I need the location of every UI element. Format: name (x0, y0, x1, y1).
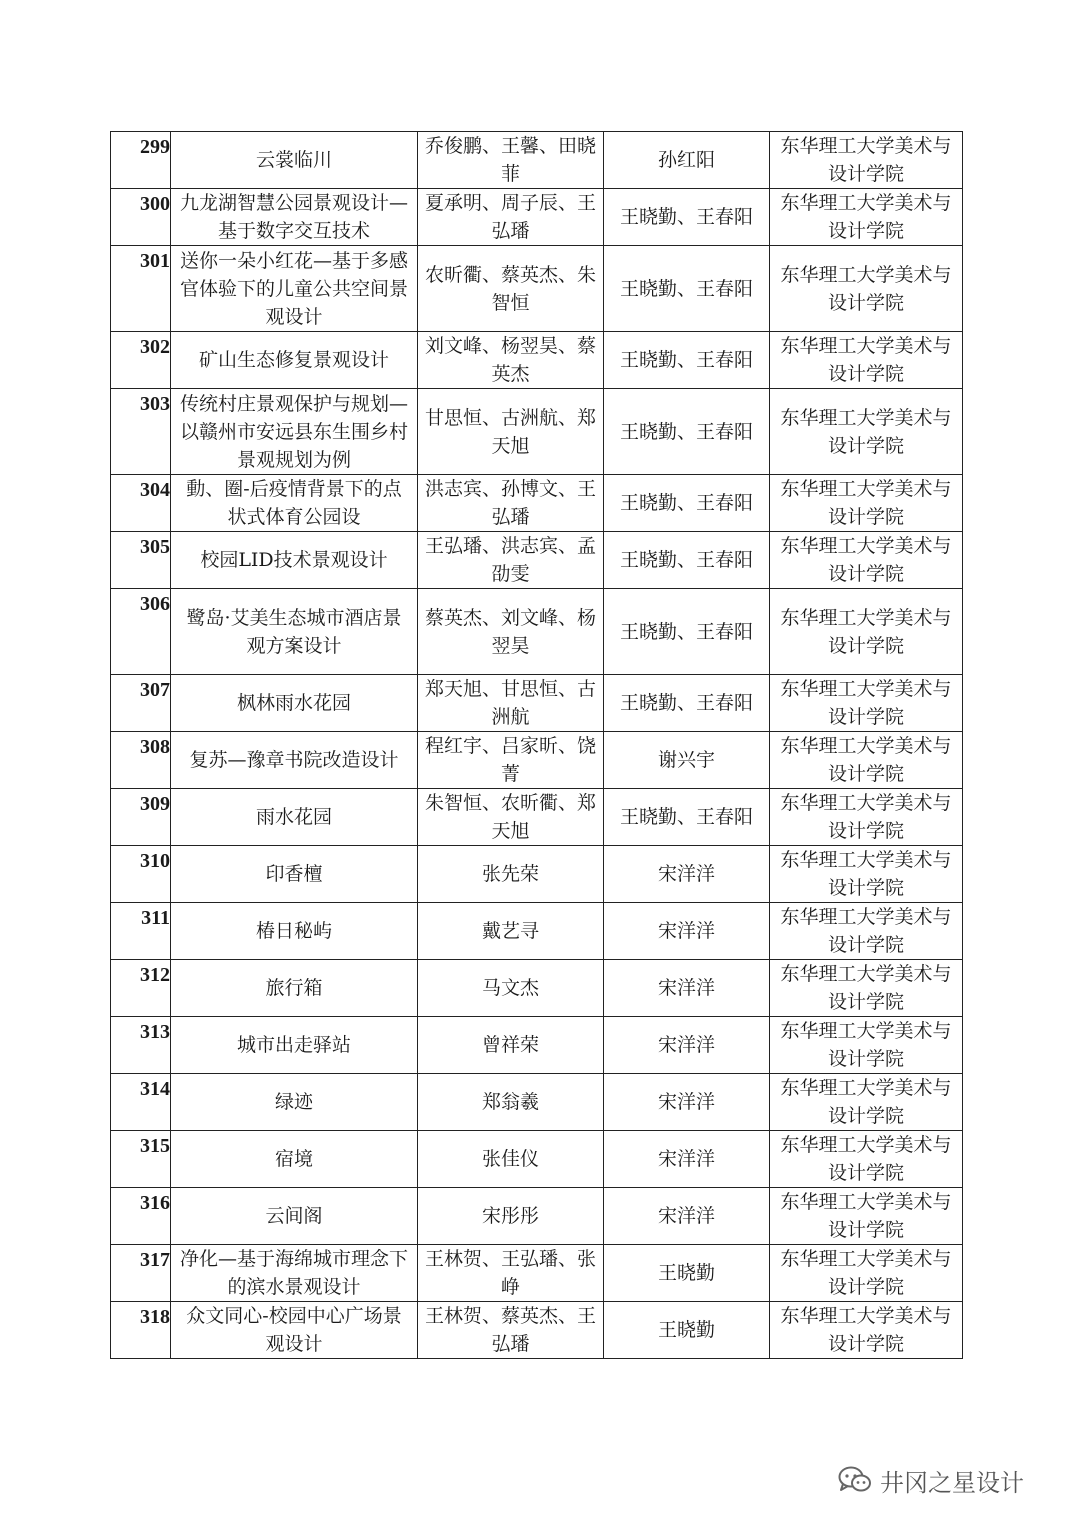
advisor-cell (604, 475, 770, 532)
project-title-cell (171, 960, 418, 1017)
advisor-cell (604, 1245, 770, 1302)
authors: 宋彤彤 (481, 1205, 539, 1227)
authors-cell (418, 589, 604, 675)
school: 东华理工大学美术与设计学院 (780, 1248, 952, 1298)
table-row (111, 589, 963, 675)
authors-cell (418, 189, 604, 246)
advisor-cell (604, 732, 770, 789)
school: 东华理工大学美术与设计学院 (780, 606, 952, 657)
advisor-cell (604, 1188, 770, 1245)
authors: 马文杰 (481, 977, 539, 999)
advisor: 宋洋洋 (657, 1205, 715, 1227)
authors: 曾祥荣 (481, 1034, 539, 1056)
table-body (111, 132, 963, 1359)
project-title-cell (171, 1131, 418, 1188)
advisor: 王晓勤、王春阳 (619, 277, 753, 300)
advisor: 宋洋洋 (657, 1091, 715, 1113)
advisor: 王晓勤 (657, 1262, 715, 1284)
authors-cell (418, 389, 604, 475)
row-number: 303 (140, 393, 170, 415)
authors-cell (418, 846, 604, 903)
authors-cell (418, 1302, 604, 1359)
project-title: 净化—基于海绵城市理念下的滨水景观设计 (179, 1248, 408, 1298)
school: 东华理工大学美术与设计学院 (780, 406, 952, 457)
table-row (111, 732, 963, 789)
authors-cell (418, 960, 604, 1017)
watermark-text: 井冈之星设计 (880, 1468, 1024, 1497)
advisor-cell (604, 332, 770, 389)
authors-cell (418, 132, 604, 189)
table-row (111, 132, 963, 189)
authors: 朱智恒、农昕衢、郑天旭 (424, 792, 596, 842)
school-cell (770, 332, 963, 389)
school: 东华理工大学美术与设计学院 (780, 849, 952, 899)
authors: 王林贺、王弘璠、张峥 (424, 1248, 596, 1298)
authors-cell (418, 675, 604, 732)
table-row (111, 475, 963, 532)
project-title-cell (171, 532, 418, 589)
advisor: 宋洋洋 (657, 977, 715, 999)
authors: 郑天旭、甘思恒、古洲航 (424, 678, 596, 728)
authors-cell (418, 532, 604, 589)
school: 东华理工大学美术与设计学院 (780, 1077, 952, 1127)
authors-cell (418, 789, 604, 846)
authors: 洪志宾、孙博文、王弘璠 (424, 478, 596, 528)
row-number: 317 (140, 1249, 170, 1271)
project-title-cell (171, 132, 418, 189)
project-title-cell (171, 189, 418, 246)
awards-table (110, 131, 963, 1359)
project-title-cell (171, 589, 418, 675)
advisor-cell (604, 789, 770, 846)
row-number-cell (111, 389, 171, 475)
row-number-cell (111, 532, 171, 589)
row-number: 306 (140, 593, 170, 615)
authors-cell (418, 332, 604, 389)
table-row (111, 846, 963, 903)
school: 东华理工大学美术与设计学院 (780, 1305, 952, 1355)
advisor-cell (604, 1017, 770, 1074)
school-cell (770, 475, 963, 532)
project-title-cell (171, 732, 418, 789)
authors-cell (418, 1131, 604, 1188)
authors-cell (418, 246, 604, 332)
project-title: 鹭岛·艾美生态城市酒店景观方案设计 (186, 606, 402, 657)
table-row (111, 789, 963, 846)
school-cell (770, 246, 963, 332)
project-title: 城市出走驿站 (236, 1034, 351, 1056)
school-cell (770, 1245, 963, 1302)
row-number: 311 (141, 907, 170, 929)
advisor-cell (604, 389, 770, 475)
advisor: 王晓勤、王春阳 (619, 420, 753, 443)
table-row (111, 1302, 963, 1359)
authors: 郑翁羲 (481, 1091, 539, 1113)
project-title-cell (171, 246, 418, 332)
project-title: 绿迹 (274, 1091, 313, 1113)
row-number-cell (111, 732, 171, 789)
project-title-cell (171, 332, 418, 389)
row-number-cell (111, 903, 171, 960)
school-cell (770, 1302, 963, 1359)
table-row (111, 1245, 963, 1302)
project-title-cell (171, 903, 418, 960)
advisor: 王晓勤、王春阳 (619, 806, 753, 828)
authors-cell (418, 1017, 604, 1074)
school: 东华理工大学美术与设计学院 (780, 963, 952, 1013)
authors: 甘思恒、古洲航、郑天旭 (424, 406, 596, 457)
authors-cell (418, 1188, 604, 1245)
authors-cell (418, 1074, 604, 1131)
school-cell (770, 960, 963, 1017)
advisor: 王晓勤、王春阳 (619, 692, 753, 714)
advisor: 王晓勤、王春阳 (619, 549, 753, 571)
row-number: 300 (140, 193, 170, 215)
row-number: 302 (140, 336, 170, 358)
project-title: 矿山生态修复景观设计 (198, 349, 389, 371)
project-title-cell (171, 1188, 418, 1245)
project-title: 复苏—豫章书院改造设计 (189, 749, 399, 771)
table-row (111, 1074, 963, 1131)
project-title-cell (171, 675, 418, 732)
project-title-cell (171, 846, 418, 903)
school-cell (770, 1017, 963, 1074)
advisor: 宋洋洋 (657, 863, 715, 885)
table-row (111, 389, 963, 475)
advisor-cell (604, 1074, 770, 1131)
school: 东华理工大学美术与设计学院 (780, 192, 952, 242)
school-cell (770, 732, 963, 789)
advisor: 王晓勤、王春阳 (619, 206, 753, 228)
row-number-cell (111, 960, 171, 1017)
advisor: 宋洋洋 (657, 1148, 715, 1170)
project-title: 宿境 (274, 1148, 313, 1170)
row-number-cell (111, 1074, 171, 1131)
row-number-cell (111, 475, 171, 532)
advisor: 孙红阳 (657, 149, 715, 171)
table-row (111, 332, 963, 389)
row-number: 307 (140, 679, 170, 701)
advisor-cell (604, 1131, 770, 1188)
table-row (111, 532, 963, 589)
table-row (111, 246, 963, 332)
row-number-cell (111, 1302, 171, 1359)
school: 东华理工大学美术与设计学院 (780, 478, 952, 528)
project-title-cell (171, 1245, 418, 1302)
school: 东华理工大学美术与设计学院 (780, 735, 952, 785)
authors: 蔡英杰、刘文峰、杨翌昊 (424, 606, 596, 657)
row-number: 308 (140, 736, 170, 758)
authors: 程红宇、吕家昕、饶菁 (424, 735, 596, 785)
school: 东华理工大学美术与设计学院 (780, 678, 952, 728)
advisor: 谢兴宇 (657, 749, 715, 771)
project-title: 九龙湖智慧公园景观设计—基于数字交互技术 (179, 192, 408, 242)
row-number-cell (111, 589, 171, 675)
row-number-cell (111, 332, 171, 389)
project-title-cell (171, 789, 418, 846)
table-row (111, 1131, 963, 1188)
advisor-cell (604, 675, 770, 732)
authors-cell (418, 1245, 604, 1302)
row-number-cell (111, 189, 171, 246)
authors: 刘文峰、杨翌昊、蔡英杰 (424, 335, 596, 385)
project-title-cell (171, 1302, 418, 1359)
table-row (111, 903, 963, 960)
authors-cell (418, 732, 604, 789)
project-title-cell (171, 1017, 418, 1074)
row-number: 301 (140, 250, 170, 272)
school: 东华理工大学美术与设计学院 (780, 263, 952, 314)
project-title: 印香檀 (265, 863, 323, 885)
authors-cell (418, 475, 604, 532)
advisor: 王晓勤、王春阳 (619, 620, 753, 643)
advisor-cell (604, 960, 770, 1017)
row-number: 313 (140, 1021, 170, 1043)
project-title: 動、圈-后疫情背景下的点状式体育公园设 (186, 478, 402, 528)
advisor-cell (604, 1302, 770, 1359)
school: 东华理工大学美术与设计学院 (780, 792, 952, 842)
row-number: 316 (140, 1192, 170, 1214)
project-title: 众文同心-校园中心广场景观设计 (186, 1305, 402, 1355)
row-number: 318 (140, 1306, 170, 1328)
project-title-cell (171, 389, 418, 475)
row-number-cell (111, 1017, 171, 1074)
school-cell (770, 789, 963, 846)
authors: 戴艺寻 (481, 920, 539, 942)
school: 东华理工大学美术与设计学院 (780, 135, 952, 185)
school-cell (770, 1074, 963, 1131)
advisor-cell (604, 246, 770, 332)
project-title: 校园LID技术景观设计 (200, 549, 388, 571)
school-cell (770, 589, 963, 675)
school-cell (770, 846, 963, 903)
table-row (111, 1188, 963, 1245)
authors: 乔俊鹏、王馨、田晓菲 (424, 135, 596, 185)
school-cell (770, 389, 963, 475)
school: 东华理工大学美术与设计学院 (780, 1191, 952, 1241)
advisor-cell (604, 846, 770, 903)
row-number-cell (111, 1245, 171, 1302)
project-title-cell (171, 1074, 418, 1131)
row-number: 309 (140, 793, 170, 815)
project-title: 椿日秘屿 (255, 920, 332, 942)
school-cell (770, 903, 963, 960)
school: 东华理工大学美术与设计学院 (780, 335, 952, 385)
advisor-cell (604, 532, 770, 589)
table-row (111, 675, 963, 732)
project-title: 送你一朵小红花—基于多感官体验下的儿童公共空间景观设计 (179, 249, 408, 328)
row-number: 314 (140, 1078, 170, 1100)
row-number-cell (111, 789, 171, 846)
school: 东华理工大学美术与设计学院 (780, 906, 952, 956)
project-title: 云间阁 (265, 1205, 323, 1227)
table-row (111, 1017, 963, 1074)
authors: 农昕衢、蔡英杰、朱智恒 (424, 263, 596, 314)
advisor: 王晓勤 (657, 1319, 715, 1341)
row-number-cell (111, 246, 171, 332)
row-number: 310 (140, 850, 170, 872)
authors: 王弘璠、洪志宾、孟劭雯 (424, 535, 596, 585)
advisor: 宋洋洋 (657, 920, 715, 942)
row-number: 312 (140, 964, 170, 986)
row-number: 305 (140, 536, 170, 558)
authors: 张佳仪 (481, 1148, 539, 1170)
school-cell (770, 189, 963, 246)
advisor-cell (604, 589, 770, 675)
project-title: 传统村庄景观保护与规划—以赣州市安远县东生围乡村景观规划为例 (179, 392, 408, 471)
row-number-cell (111, 132, 171, 189)
school-cell (770, 532, 963, 589)
watermark (838, 1460, 1024, 1500)
school: 东华理工大学美术与设计学院 (780, 1020, 952, 1070)
row-number: 315 (140, 1135, 170, 1157)
row-number: 304 (140, 479, 170, 501)
advisor-cell (604, 132, 770, 189)
table-row (111, 189, 963, 246)
project-title: 云裳临川 (255, 149, 332, 171)
advisor-cell (604, 903, 770, 960)
project-title: 旅行箱 (265, 977, 323, 999)
row-number-cell (111, 1188, 171, 1245)
row-number: 299 (140, 136, 170, 158)
school-cell (770, 132, 963, 189)
school-cell (770, 1188, 963, 1245)
row-number-cell (111, 675, 171, 732)
school-cell (770, 1131, 963, 1188)
advisor-cell (604, 189, 770, 246)
school: 东华理工大学美术与设计学院 (780, 535, 952, 585)
authors: 王林贺、蔡英杰、王弘璠 (424, 1305, 596, 1355)
advisor: 宋洋洋 (657, 1034, 715, 1056)
project-title-cell (171, 475, 418, 532)
table-row (111, 960, 963, 1017)
row-number-cell (111, 1131, 171, 1188)
advisor: 王晓勤、王春阳 (619, 492, 753, 514)
school: 东华理工大学美术与设计学院 (780, 1134, 952, 1184)
authors: 夏承明、周子辰、王弘璠 (424, 192, 596, 242)
school-cell (770, 675, 963, 732)
project-title: 雨水花园 (255, 806, 332, 828)
advisor: 王晓勤、王春阳 (619, 349, 753, 371)
authors: 张先荣 (481, 863, 539, 885)
project-title: 枫林雨水花园 (236, 692, 351, 714)
wechat-icon (838, 1466, 872, 1494)
authors-cell (418, 903, 604, 960)
row-number-cell (111, 846, 171, 903)
